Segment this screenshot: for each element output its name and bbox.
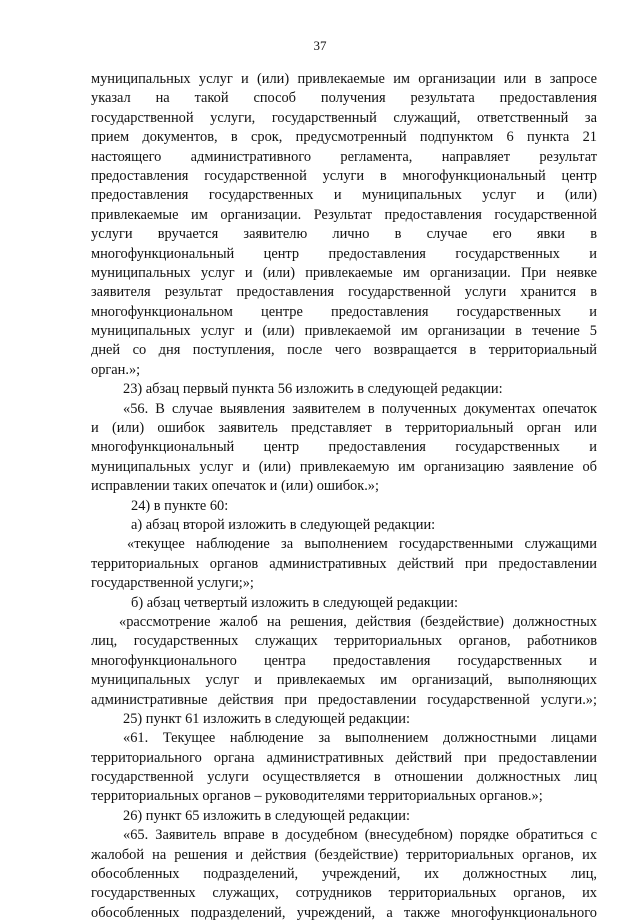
text-line: территориального органа административных действий при предоставлении bbox=[91, 749, 597, 766]
sub-item-heading: а) абзац второй изложить в следующей редакции: bbox=[131, 516, 436, 533]
text-line: территориальных органов административных действий при предоставлении bbox=[91, 555, 597, 572]
amendment-heading: 26) пункт 65 изложить в следующей редакции: bbox=[123, 807, 410, 824]
text-line: обособленных подразделений, учреждений, их должностных лиц, bbox=[91, 866, 597, 883]
text-line: многофункционального центра предоставления государственных и bbox=[91, 652, 597, 669]
text-line: государственных служащих, сотрудников территориальных органов, их bbox=[91, 885, 597, 902]
amendment-heading: 25) пункт 61 изложить в следующей редакции: bbox=[123, 710, 410, 727]
text-line: орган.»; bbox=[91, 361, 141, 378]
amendment-heading: 24) в пункте 60: bbox=[131, 497, 229, 514]
text-line: государственной услуги;»; bbox=[91, 575, 254, 592]
text-line: муниципальных услуг и (или) привлекаемую им организацию заявление об bbox=[91, 458, 597, 475]
text-line: услуги вручается заявителю лично в случае его явки в bbox=[91, 226, 597, 243]
text-line: «текущее наблюдение за выполнением государственными служащими bbox=[127, 536, 597, 553]
text-line: «61. Текущее наблюдение за выполнением должностными лицами bbox=[123, 730, 597, 747]
text-line: прием документов, в срок, предусмотренный подпунктом 6 пункта 21 bbox=[91, 129, 597, 146]
text-line: муниципальных услуг и привлекаемых им организаций, выполняющих bbox=[91, 672, 597, 689]
text-line: «56. В случае выявления заявителем в полученных документах опечаток bbox=[123, 400, 597, 417]
text-line: обособленных подразделений, учреждений, а также многофункционального bbox=[91, 904, 597, 921]
page-number: 37 bbox=[313, 38, 327, 53]
text-line: заявителя результат предоставления государственной услуги хранится в bbox=[91, 284, 597, 301]
text-line: муниципальных услуг и (или) привлекаемые им организации. При неявке bbox=[91, 264, 597, 281]
text-line: многофункциональном центре предоставления государственных и bbox=[91, 303, 597, 320]
amendment-heading: 23) абзац первый пункта 56 изложить в следующей редакции: bbox=[123, 381, 503, 398]
text-line: указал на такой способ получения результата предоставления bbox=[91, 90, 597, 107]
text-line: исправлении таких опечаток и (или) ошибок.»; bbox=[91, 478, 379, 495]
text-line: муниципальных услуг и (или) привлекаемые им организации или в запросе bbox=[91, 71, 597, 87]
text-line: «65. Заявитель вправе в досудебном (внесудебном) порядке обратиться с bbox=[123, 827, 597, 844]
text-line: и (или) ошибок заявитель представляет в территориальный орган или bbox=[91, 420, 597, 437]
text-line: многофункциональный центр предоставления государственных и bbox=[91, 245, 597, 262]
text-line: предоставления государственных и муниципальных услуг и (или) bbox=[91, 187, 597, 204]
text-line: территориальных органов – руководителями территориальных органов.»; bbox=[91, 788, 543, 805]
text-line: административные действия при предоставлении государственной услуги.»; bbox=[91, 691, 597, 708]
sub-item-heading: б) абзац четвертый изложить в следующей редакции: bbox=[131, 594, 458, 611]
text-line: настоящего административного регламента, направляет результат bbox=[91, 148, 597, 165]
text-line: жалобой на решения и действия (бездействие) территориальных органов, их bbox=[91, 846, 597, 863]
text-line: многофункциональный центр предоставления государственных и bbox=[91, 439, 597, 456]
document-body bbox=[91, 70, 597, 923]
text-line: привлекаемые им организации. Результат предоставления государственной bbox=[91, 206, 597, 223]
text-line: государственной услуги осуществляется в отношении должностных лиц bbox=[91, 769, 597, 786]
text-line: предоставления государственной услуги в многофункциональный центр bbox=[91, 167, 597, 184]
text-line: муниципальных услуг и (или) привлекаемой им организации в течение 5 bbox=[91, 323, 597, 340]
text-line: дней со дня поступления, после чего возвращается в территориальный bbox=[91, 342, 597, 359]
text-line: лиц, государственных служащих территориальных органов, работников bbox=[91, 633, 597, 650]
text-line: «рассмотрение жалоб на решения, действия (бездействие) должностных bbox=[119, 613, 597, 630]
text-line: государственной услуги, государственный служащий, ответственный за bbox=[91, 109, 597, 126]
